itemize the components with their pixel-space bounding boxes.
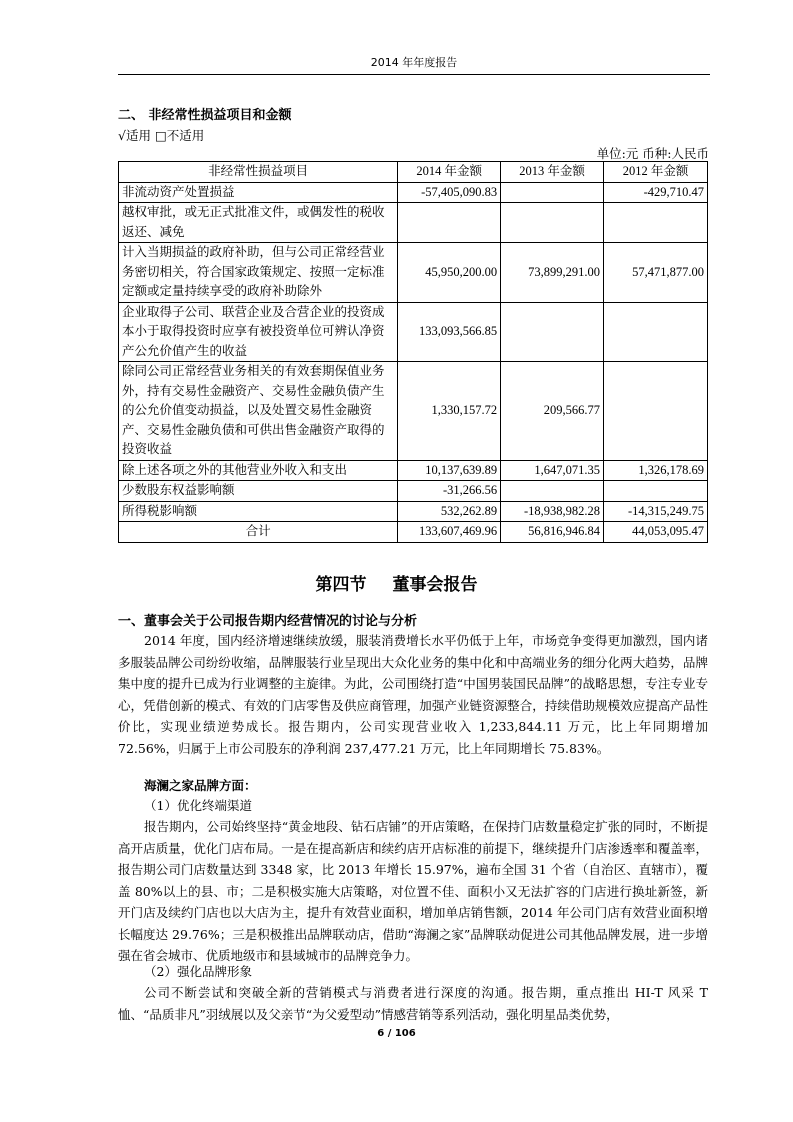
row-2012 bbox=[604, 481, 708, 502]
row-2013 bbox=[501, 203, 604, 243]
table-row bbox=[119, 243, 708, 303]
item2-title: （2）强化品牌形象 bbox=[144, 964, 252, 979]
row-2012: -429,710.47 bbox=[604, 182, 708, 203]
row-2014 bbox=[398, 203, 501, 243]
row-2012: 57,471,877.00 bbox=[604, 243, 708, 303]
applicability-note: √适用 □不适用 bbox=[118, 128, 205, 143]
table-row bbox=[119, 501, 708, 522]
table-row bbox=[119, 182, 708, 203]
subsection-title: 一、董事会关于公司报告期内经营情况的讨论与分析 bbox=[118, 614, 418, 629]
chapter-heading bbox=[0, 570, 793, 595]
row-2013: 209,566.77 bbox=[501, 362, 604, 461]
row-2013 bbox=[501, 302, 604, 362]
row-2012 bbox=[604, 362, 708, 461]
header-2013: 2013 年金额 bbox=[501, 162, 604, 183]
total-2014: 133,607,469.96 bbox=[398, 522, 501, 543]
row-2013 bbox=[501, 182, 604, 203]
row-2014: 133,093,566.85 bbox=[398, 302, 501, 362]
item1-paragraph: 报告期内，公司始终坚持“黄金地段、钻石店铺”的开店策略，在保持门店数量稳定扩张的同时，不断提高开店质量，优化门店布局。一是在提高新店和续约店开店标准的前提下，继续提升门店渗透率和覆盖率，报告期公司门店数量达到 3348 家，比 2013 年增长 15.97%，遍布全国 31 个省（自治区、直辖市），覆盖 80%以上的县、市；二是积极实施大店策略，对位置不佳、面积小又无法扩容的门店进行换址新签，新开门店及续约门店也以大店为主，提升有效营业面积，增加单店销售额，2014 年公司门店有效营业面积增长幅度达 29.76%；三是积极推出品牌联动店，借助“海澜之家”品牌联动促进公司其他品牌发展，进一步增强在省会城市、优质地级市和县域城市的品牌竞争力。 bbox=[118, 819, 708, 963]
table-total-row bbox=[119, 522, 708, 543]
row-item: 非流动资产处置损益 bbox=[119, 182, 398, 203]
row-2014: -57,405,090.83 bbox=[398, 182, 501, 203]
table-row bbox=[119, 460, 708, 481]
brand-heading: 海澜之家品牌方面： bbox=[144, 778, 257, 793]
row-2012 bbox=[604, 203, 708, 243]
row-2012: -14,315,249.75 bbox=[604, 501, 708, 522]
row-2012: 1,326,178.69 bbox=[604, 460, 708, 481]
row-2012 bbox=[604, 302, 708, 362]
header-rule bbox=[118, 74, 710, 75]
total-2013: 56,816,946.84 bbox=[501, 522, 604, 543]
chapter-title: 董事会报告 bbox=[392, 575, 478, 595]
table-row bbox=[119, 302, 708, 362]
page-number: 6 / 106 bbox=[377, 1028, 416, 1039]
unit-note: 单位:元 币种:人民币 bbox=[596, 146, 709, 161]
header-2012: 2012 年金额 bbox=[604, 162, 708, 183]
section-title: 二、 非经常性损益项目和金额 bbox=[118, 108, 292, 123]
row-2014: 532,262.89 bbox=[398, 501, 501, 522]
row-item: 计入当期损益的政府补助，但与公司正常经营业务密切相关，符合国家政策规定、按照一定标准定额或定量持续享受的政府补助除外 bbox=[119, 243, 398, 303]
item2-paragraph: 公司不断尝试和突破全新的营销模式与消费者进行深度的沟通。报告期，重点推出 HI-T 风采 T 恤、“品质非凡”羽绒展以及父亲节“为父爱型动”情感营销等系列活动，强化明星品类优势， bbox=[118, 985, 708, 1022]
row-item: 除上述各项之外的其他营业外收入和支出 bbox=[119, 460, 398, 481]
total-2012: 44,053,095.47 bbox=[604, 522, 708, 543]
report-header: 2014 年年度报告 bbox=[370, 56, 458, 69]
row-2013: -18,938,982.28 bbox=[501, 501, 604, 522]
row-item: 除同公司正常经营业务相关的有效套期保值业务外，持有交易性金融资产、交易性金融负债产生的公允价值变动损益，以及处置交易性金融资产、交易性金融负债和可供出售金融资产取得的投资收益 bbox=[119, 362, 398, 461]
row-2014: -31,266.56 bbox=[398, 481, 501, 502]
table-header-row bbox=[119, 162, 708, 183]
header-item: 非经常性损益项目 bbox=[119, 162, 398, 183]
row-2013 bbox=[501, 481, 604, 502]
row-2014: 10,137,639.89 bbox=[398, 460, 501, 481]
chapter-number: 第四节 bbox=[315, 575, 367, 595]
row-item: 企业取得子公司、联营企业及合营企业的投资成本小于取得投资时应享有被投资单位可辨认净资产公允价值产生的收益 bbox=[119, 302, 398, 362]
table-row bbox=[119, 481, 708, 502]
non-recurring-items-table bbox=[118, 161, 708, 543]
row-item: 所得税影响额 bbox=[119, 501, 398, 522]
table-row bbox=[119, 203, 708, 243]
row-item: 少数股东权益影响额 bbox=[119, 481, 398, 502]
total-label: 合计 bbox=[119, 522, 398, 543]
row-item: 越权审批，或无正式批准文件，或偶发性的税收返还、减免 bbox=[119, 203, 398, 243]
intro-paragraph: 2014 年度，国内经济增速继续放缓，服装消费增长水平仍低于上年，市场竞争变得更加激烈，国内诸多服装品牌公司纷纷收缩，品牌服装行业呈现出大众化业务的集中化和中高端业务的细分化两大趋势，品牌集中度的提升已成为行业调整的主旋律。为此，公司围绕打造“中国男装国民品牌”的战略思想，专注专业专心，凭借创新的模式、有效的门店零售及供应商管理，加强产业链资源整合，持续借助规模效应提高产品性价比，实现业绩逆势成长。报告期内，公司实现营业收入 1,233,844.11 万元，比上年同期增加 72.56%，归属于上市公司股东的净利润 237,477.21 万元，比上年同期增长 75.83%。 bbox=[118, 633, 708, 756]
item1-title: （1）优化终端渠道 bbox=[144, 798, 252, 813]
row-2013: 73,899,291.00 bbox=[501, 243, 604, 303]
row-2014: 1,330,157.72 bbox=[398, 362, 501, 461]
row-2014: 45,950,200.00 bbox=[398, 243, 501, 303]
row-2013: 1,647,071.35 bbox=[501, 460, 604, 481]
header-2014: 2014 年金额 bbox=[398, 162, 501, 183]
table-row bbox=[119, 362, 708, 461]
